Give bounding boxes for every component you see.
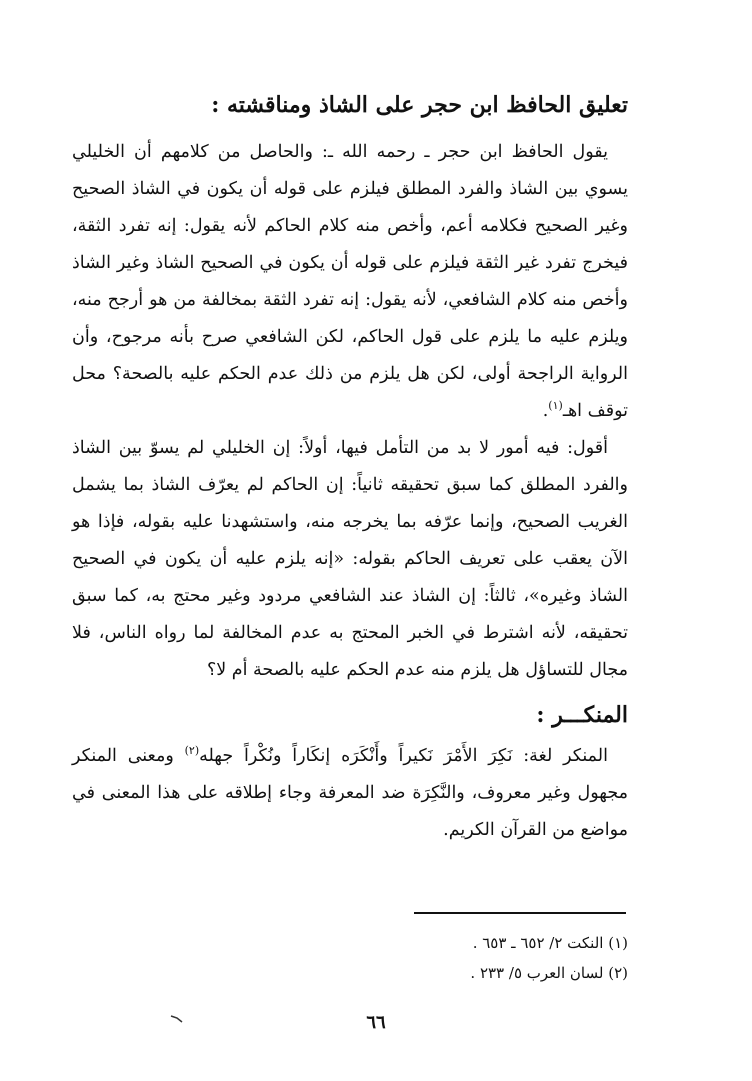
paragraph-text-cont: ومعنى المنكر مجهول وغير معروف، والنَّكِرَة ضد المعرفة وجاء إطلاقه على هذا المعنى في مواضع من القرآن الكريم.: [72, 746, 628, 840]
paragraph-ibn-hajar-quote: [72, 134, 628, 430]
section-heading-shadh: تعليق الحافظ ابن حجر على الشاذ ومناقشته :: [211, 92, 628, 118]
paragraph-text: المنكر لغة: نَكِرَ الأَمْرَ نَكيراً وأَنْكَرَه إنكَاراً ونُكْراً جهله: [199, 746, 608, 766]
footnote-ref-1: (١): [548, 399, 563, 413]
footnote-1: (١) النكت ٢/ ٦٥٢ ـ ٦٥٣ .: [472, 934, 628, 952]
paragraph-munkar-definition: [72, 738, 628, 849]
paragraph-text: يقول الحافظ ابن حجر ـ رحمه الله ـ: والحاصل من كلامهم أن الخليلي يسوي بين الشاذ والفرد المطلق فيلزم على قوله أن يكون في الشاذ الصحيح وغير الصحيح فكلامه أعم، وأخص منه كلام الحاكم لأنه يقول: إنه تفرد الثقة، فيخرج تفرد غير الثقة فيلزم على قوله أن يكون في الصحيح الشاذ وغير الشاذ وأخص منه كلام الشافعي، لأنه يقول: إنه تفرد الثقة بمخالفة من هو أرجح منه، ويلزم عليه ما يلزم على قول الحاكم، لكن الشافعي صرح بأنه مرجوح، وأن الرواية الراجحة أولى، لكن هل يلزم من ذلك عدم الحكم عليه بالصحة؟ محل توقف اهـ: [72, 142, 628, 421]
footnote-2: (٢) لسان العرب ٥/ ٢٣٣ .: [470, 964, 628, 982]
section-heading-munkar: المنكـــر :: [536, 702, 628, 728]
footnote-ref-2: (٢): [184, 744, 200, 758]
paragraph-end: .: [542, 401, 549, 421]
page-number: ٦٦: [366, 1012, 386, 1033]
paragraph-author-discussion: [72, 430, 628, 689]
footnote-separator: [414, 912, 626, 914]
paragraph-text: أقول: فيه أمور لا بد من التأمل فيها، أولاً: إن الخليلي لم يسوّ بين الشاذ والفرد المطلق كما سبق تحقيقه ثانياً: إن الحاكم لم يعرّف الشاذ بما يشمل الغريب الصحيح، وإنما عرّفه بما يخرجه منه، واستشهدنا عليه بقوله، فإذا هو الآن يعقب على تعريف الحاكم بقوله: «إنه يلزم عليه أن يكون في الصحيح الشاذ وغيره»، ثالثاً: إن الشاذ عند الشافعي مردود وغير محتج به، كما سبق تحقيقه، لأنه اشترط في الخبر المحتج به عدم المخالفة لما رواه الناس، فلا مجال للتساؤل هل يلزم منه عدم الحكم عليه بالصحة أم لا؟: [72, 438, 628, 680]
